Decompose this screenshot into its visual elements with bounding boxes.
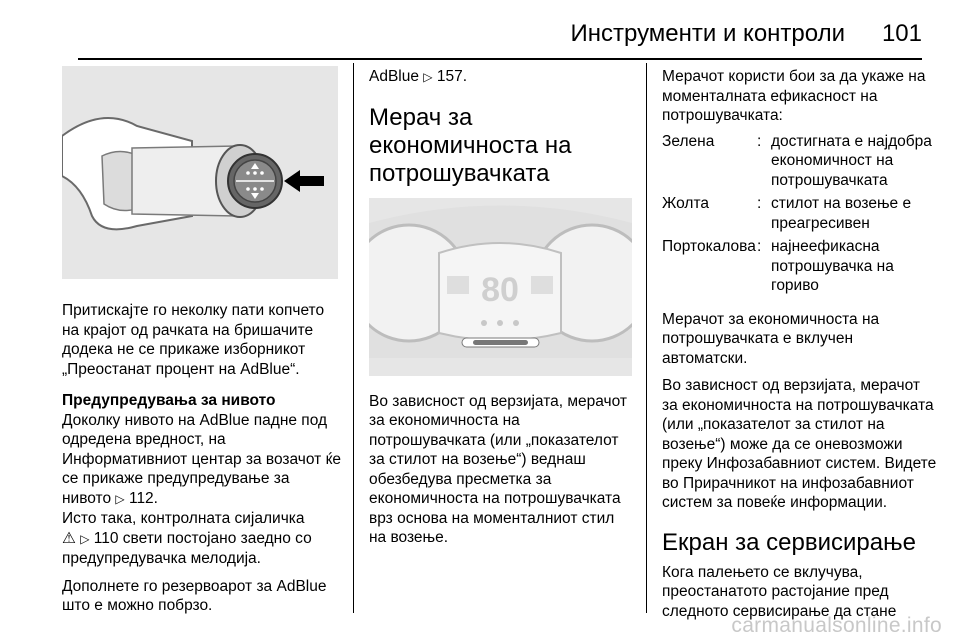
adblue-warning-icon: ⚠ [62, 529, 76, 547]
col3-heading-service-display: Екран за сервисирање [662, 528, 916, 556]
legend-separator: : [757, 238, 762, 255]
col1-paragraph-3: Дополнете го резервоарот за AdBlue што е можно побрзо. [62, 577, 327, 614]
instrument-cluster-drawing [369, 198, 632, 376]
col3-paragraph-2: Мерачот за економичноста на потрошувачката е вклучен автоматски. [662, 310, 880, 367]
instrument-cluster-illustration [369, 198, 632, 376]
legend-term: Жолта [662, 195, 710, 212]
col1-heading-level-warnings: Предупредувања за нивото [62, 392, 276, 409]
col1-paragraph-1: Притискајте го неколку пати копчето на крајот од рачката на бришачите додека не се прикаже изборникот „Преостанат процент на AdBlue“. [62, 302, 325, 378]
column-divider-2 [646, 63, 647, 613]
column-2 [369, 63, 635, 556]
page-header [0, 0, 960, 56]
header-title: Инструменти и контроли [570, 20, 845, 47]
legend-term: Зелена [662, 132, 715, 150]
col3-paragraph-1: Мерачот користи бои за да укаже на моменталната ефикасност на потрошувачката: [662, 68, 926, 124]
table-row [662, 194, 937, 237]
legend-separator: : [757, 132, 762, 150]
table-row [662, 237, 937, 300]
col1-paragraph-2: Доколку нивото на AdBlue падне под одредена вредност, на Информативниот центар за возачот ќе се прикаже предупредување за нивото ▷ 112. Исто така, контролната сијаличка ⚠ ▷ 110 свети постојано заедно со предупредувачка мелодија. [62, 411, 341, 567]
wiper-stalk-illustration [62, 66, 338, 279]
header-rule [78, 58, 922, 60]
legend-description: најнеефикасна потрошувачка на гориво [771, 238, 894, 294]
arrow-ref-icon: ▷ [80, 531, 90, 546]
table-row [662, 132, 937, 195]
col3-paragraph-3: Во зависност од верзијата, мерачот за економичноста на потрошувачката (или „показателот за стилот на возење“) може да се оневозможи преку Инфозабавниот систем. Видете во Прирачникот на инфозабавниот систем за повеќе информации. [662, 377, 937, 511]
col2-heading-eco-gauge: Мерач за економичноста на потрошувачката [369, 103, 572, 187]
legend-description: стилот на возење е преагресивен [771, 195, 912, 232]
legend-separator: : [757, 195, 762, 212]
legend-description: достигната е најдобра економичност на потрошувачката [771, 132, 932, 189]
color-legend-table [662, 132, 937, 300]
legend-term: Портокалова [662, 238, 756, 255]
col2-paragraph-2: Во зависност од верзијата, мерачот за економичноста на потрошувачката (или „показателот за стилот на возење“) веднаш обезбедува пресметка за економичноста на потрошувачката врз основа на моменталниот стил на возење. [369, 392, 628, 546]
col2-paragraph-1: AdBlue ▷ 157. [369, 68, 468, 85]
arrow-ref-icon: ▷ [115, 491, 125, 506]
arrow-ref-icon: ▷ [423, 70, 433, 84]
watermark: carmanualsonline.info [731, 614, 942, 637]
column-1 [62, 63, 342, 624]
col3-paragraph-4: Кога палењето се вклучува, преостанатото растојание пред следното сервисирање да стане [662, 563, 897, 620]
column-divider-1 [353, 63, 354, 613]
speed-digits: 80 [481, 270, 519, 309]
page-number: 101 [881, 20, 922, 47]
column-3 [662, 63, 937, 629]
wiper-stalk-drawing [62, 66, 338, 279]
